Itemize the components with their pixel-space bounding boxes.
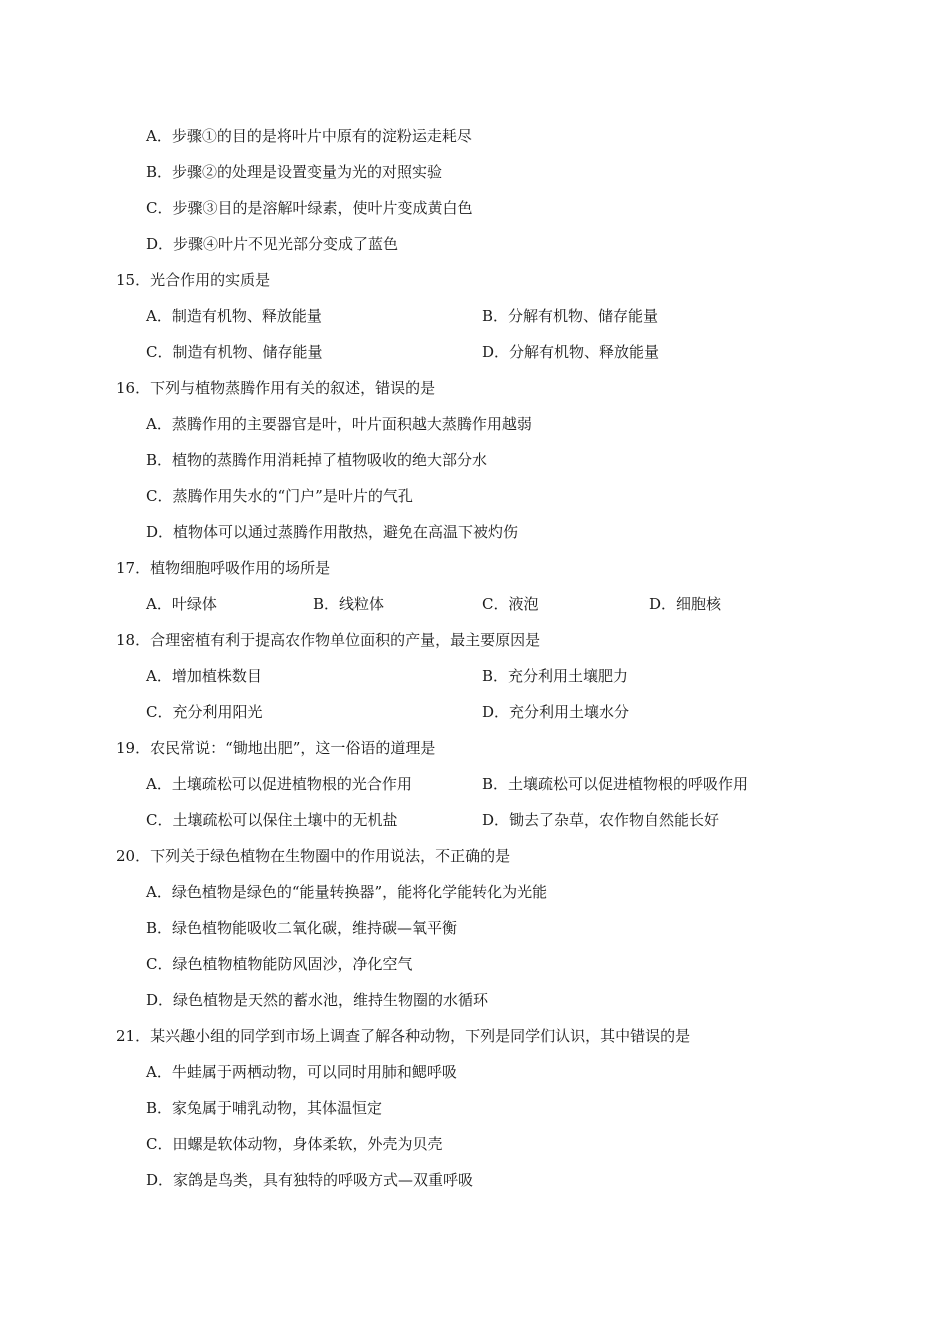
q19-option-a: A．土壤疏松可以促进植物根的光合作用 xyxy=(146,775,412,793)
q18-option-c: C．充分利用阳光 xyxy=(146,703,263,721)
q17-stem: 17．植物细胞呼吸作用的场所是 xyxy=(116,559,331,577)
q20-option-d: D．绿色植物是天然的蓄水池，维持生物圈的水循环 xyxy=(146,991,489,1009)
q14-option-c: C．步骤③目的是溶解叶绿素，使叶片变成黄白色 xyxy=(146,199,473,217)
q21-option-a: A．牛蛙属于两栖动物，可以同时用肺和鳃呼吸 xyxy=(146,1063,457,1081)
q15-option-b: B．分解有机物、储存能量 xyxy=(482,307,659,325)
q18-option-d: D．充分利用土壤水分 xyxy=(482,703,630,721)
q17-option-a: A．叶绿体 xyxy=(146,595,217,613)
q18-option-b: B．充分利用土壤肥力 xyxy=(482,667,629,685)
q16-option-c: C．蒸腾作用失水的“门户”是叶片的气孔 xyxy=(146,487,413,505)
q16-stem: 16．下列与植物蒸腾作用有关的叙述，错误的是 xyxy=(116,379,436,397)
q19-stem: 19．农民常说：“锄地出肥”，这一俗语的道理是 xyxy=(116,739,436,757)
q20-option-a: A．绿色植物是绿色的“能量转换器”，能将化学能转化为光能 xyxy=(146,883,548,901)
q17-option-d: D．细胞核 xyxy=(649,595,722,613)
q14-option-b: B．步骤②的处理是设置变量为光的对照实验 xyxy=(146,163,443,181)
q15-option-d: D．分解有机物、释放能量 xyxy=(482,343,660,361)
q19-option-d: D．锄去了杂草，农作物自然能长好 xyxy=(482,811,720,829)
q20-option-c: C．绿色植物植物能防风固沙，净化空气 xyxy=(146,955,413,973)
q21-option-b: B．家兔属于哺乳动物，其体温恒定 xyxy=(146,1099,383,1117)
q16-option-d: D．植物体可以通过蒸腾作用散热，避免在高温下被灼伤 xyxy=(146,523,519,541)
q19-option-c: C．土壤疏松可以保住土壤中的无机盐 xyxy=(146,811,398,829)
q21-option-c: C．田螺是软体动物，身体柔软，外壳为贝壳 xyxy=(146,1135,443,1153)
q15-option-c: C．制造有机物、储存能量 xyxy=(146,343,323,361)
q15-stem: 15．光合作用的实质是 xyxy=(116,271,271,289)
q14-option-a: A．步骤①的目的是将叶片中原有的淀粉运走耗尽 xyxy=(146,127,472,145)
q15-option-a: A．制造有机物、释放能量 xyxy=(146,307,322,325)
q16-option-a: A．蒸腾作用的主要器官是叶，叶片面积越大蒸腾作用越弱 xyxy=(146,415,532,433)
q20-option-b: B．绿色植物能吸收二氧化碳，维持碳—氧平衡 xyxy=(146,919,458,937)
q17-option-c: C．液泡 xyxy=(482,595,539,613)
q19-option-b: B．土壤疏松可以促进植物根的呼吸作用 xyxy=(482,775,749,793)
q14-option-d: D．步骤④叶片不见光部分变成了蓝色 xyxy=(146,235,399,253)
q18-stem: 18．合理密植有利于提高农作物单位面积的产量，最主要原因是 xyxy=(116,631,541,649)
q17-option-b: B．线粒体 xyxy=(313,595,385,613)
q16-option-b: B．植物的蒸腾作用消耗掉了植物吸收的绝大部分水 xyxy=(146,451,488,469)
q21-stem: 21．某兴趣小组的同学到市场上调查了解各种动物，下列是同学们认识，其中错误的是 xyxy=(116,1027,691,1045)
q21-option-d: D．家鸽是鸟类，具有独特的呼吸方式—双重呼吸 xyxy=(146,1171,474,1189)
q20-stem: 20．下列关于绿色植物在生物圈中的作用说法，不正确的是 xyxy=(116,847,511,865)
q18-option-a: A．增加植株数目 xyxy=(146,667,262,685)
